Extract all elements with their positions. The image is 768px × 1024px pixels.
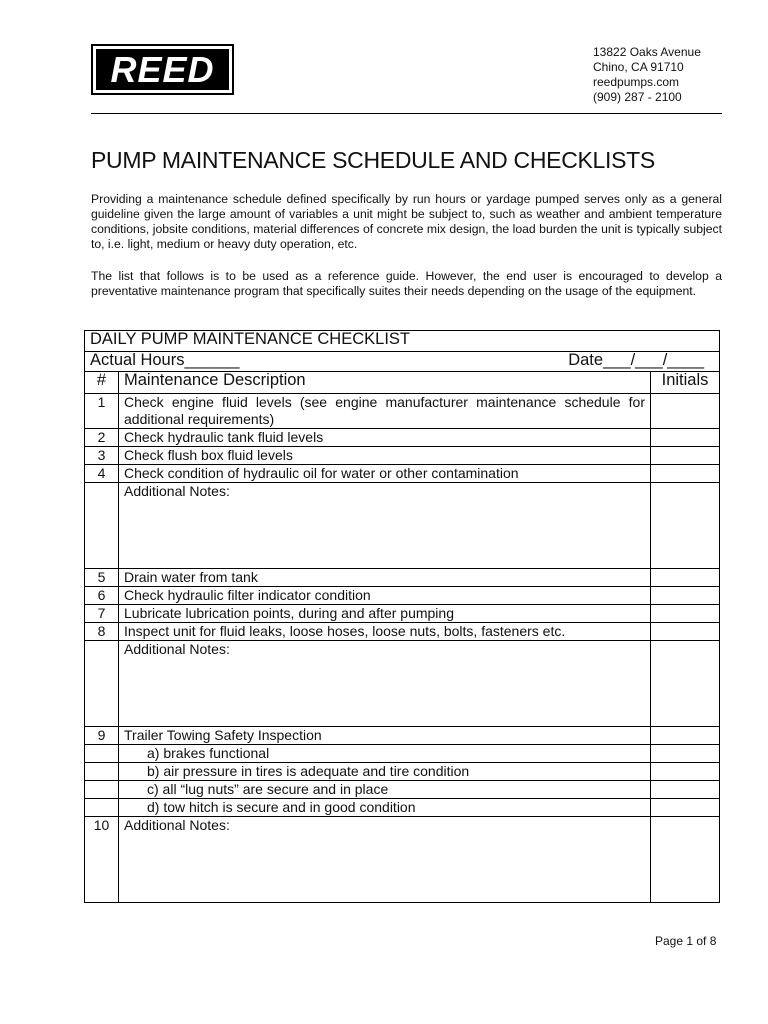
table-row [85, 799, 720, 817]
address-street: 13822 Oaks Avenue [593, 45, 701, 59]
daily-checklist-table [84, 330, 720, 903]
row-description: Lubricate lubrication points, during and after pumping [119, 605, 651, 623]
initials-cell[interactable] [651, 623, 720, 641]
row-description: d) tow hitch is secure and in good condition [119, 799, 651, 817]
row-description: Check flush box fluid levels [119, 447, 651, 465]
additional-notes-field[interactable]: Additional Notes: [119, 641, 651, 727]
row-number: 2 [85, 429, 119, 447]
initials-cell[interactable] [651, 799, 720, 817]
row-description: Check condition of hydraulic oil for water or other contamination [119, 465, 651, 483]
page-title: PUMP MAINTENANCE SCHEDULE AND CHECKLISTS [91, 147, 655, 173]
table-row [85, 745, 720, 763]
address-website: reedpumps.com [593, 75, 680, 89]
table-row [85, 727, 720, 745]
row-number [85, 745, 119, 763]
row-number: 5 [85, 569, 119, 587]
row-description: Check hydraulic tank fluid levels [119, 429, 651, 447]
row-description: Drain water from tank [119, 569, 651, 587]
initials-cell[interactable] [651, 429, 720, 447]
row-number: 1 [85, 394, 119, 429]
page-number: Page 1 of 8 [655, 934, 717, 948]
row-number: 4 [85, 465, 119, 483]
row-number [85, 483, 119, 569]
col-header-initials: Initials [651, 372, 720, 394]
company-address [593, 45, 701, 105]
hours-date-row [85, 352, 720, 372]
row-description: b) air pressure in tires is adequate and tire condition [119, 763, 651, 781]
checklist-title: DAILY PUMP MAINTENANCE CHECKLIST [85, 331, 720, 352]
row-description: Trailer Towing Safety Inspection [119, 727, 651, 745]
row-number [85, 641, 119, 727]
initials-cell[interactable] [651, 641, 720, 727]
row-description: a) brakes functional [119, 745, 651, 763]
row-number [85, 799, 119, 817]
table-row [85, 763, 720, 781]
guide-paragraph: The list that follows is to be used as a reference guide. However, the end user is encouraged to develop a preventative maintenance program that specifically suites their needs depending on the usage of the equipment. [91, 269, 722, 298]
row-number: 10 [85, 817, 119, 903]
table-row [85, 447, 720, 465]
col-header-description: Maintenance Description [119, 372, 651, 394]
address-city: Chino, CA 91710 [593, 60, 684, 74]
notes-row [85, 641, 720, 727]
row-number: 9 [85, 727, 119, 745]
row-description: c) all “lug nuts” are secure and in place [119, 781, 651, 799]
initials-cell[interactable] [651, 483, 720, 569]
initials-cell[interactable] [651, 727, 720, 745]
table-row [85, 587, 720, 605]
initials-cell[interactable] [651, 745, 720, 763]
table-row [85, 623, 720, 641]
additional-notes-field[interactable]: Additional Notes: [119, 483, 651, 569]
intro-paragraph: Providing a maintenance schedule defined specifically by run hours or yardage pumped serves only as a general guideline given the large amount of variables a unit might be subject to, such as weather and ambient temperature conditions, jobsite conditions, material differences of concrete mix design, the load burden the unit is typically subject to, i.e. light, medium or heavy duty operation, etc. [91, 192, 722, 251]
table-row [85, 605, 720, 623]
reed-logo [91, 44, 234, 95]
initials-cell[interactable] [651, 587, 720, 605]
row-number: 3 [85, 447, 119, 465]
initials-cell[interactable] [651, 817, 720, 903]
date-field[interactable]: Date___/___/____ [568, 351, 705, 369]
row-number: 7 [85, 605, 119, 623]
notes-row [85, 483, 720, 569]
address-phone: (909) 287 - 2100 [593, 90, 682, 104]
initials-cell[interactable] [651, 569, 720, 587]
additional-notes-field[interactable]: Additional Notes: [119, 817, 651, 903]
table-row [85, 429, 720, 447]
initials-cell[interactable] [651, 447, 720, 465]
row-number: 6 [85, 587, 119, 605]
table-row [85, 394, 720, 429]
actual-hours-field[interactable]: Actual Hours______ [90, 351, 240, 369]
row-number: 8 [85, 623, 119, 641]
table-row [85, 465, 720, 483]
initials-cell[interactable] [651, 465, 720, 483]
col-header-number: # [85, 372, 119, 394]
row-number [85, 763, 119, 781]
notes-row [85, 817, 720, 903]
table-row [85, 781, 720, 799]
initials-cell[interactable] [651, 394, 720, 429]
header-divider [91, 113, 722, 114]
initials-cell[interactable] [651, 763, 720, 781]
table-row [85, 569, 720, 587]
initials-cell[interactable] [651, 605, 720, 623]
row-description: Check hydraulic filter indicator condition [119, 587, 651, 605]
row-number [85, 781, 119, 799]
row-description: Check engine fluid levels (see engine manufacturer maintenance schedule for additional requirements) [119, 394, 651, 429]
initials-cell[interactable] [651, 781, 720, 799]
logo-text: REED [96, 49, 229, 90]
row-description: Inspect unit for fluid leaks, loose hoses, loose nuts, bolts, fasteners etc. [119, 623, 651, 641]
